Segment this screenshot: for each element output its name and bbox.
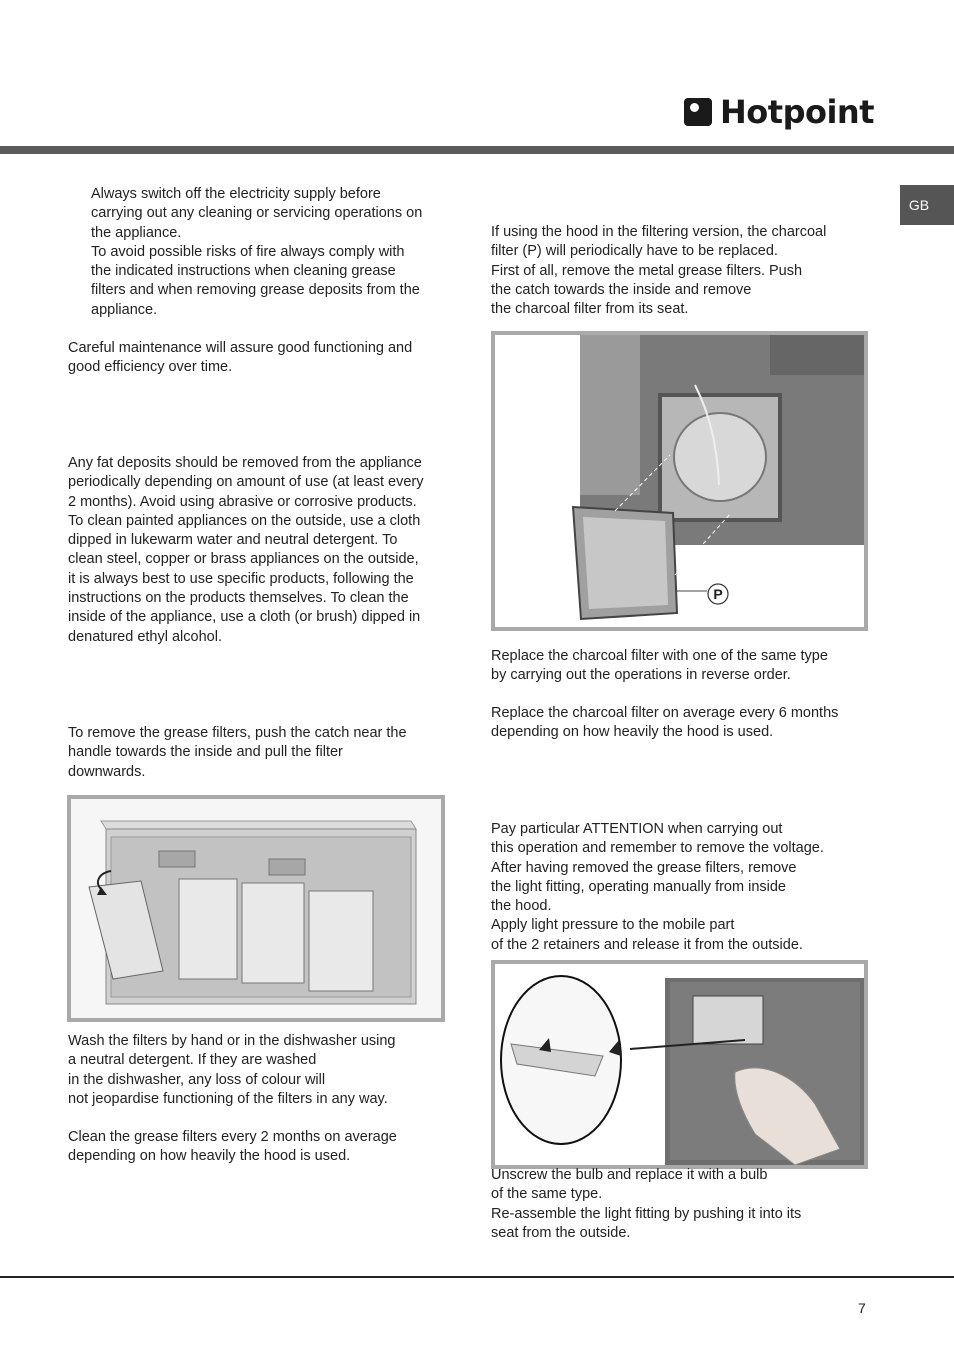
charcoal-filter-figure [491, 331, 868, 631]
grease-filter-removal-text: To remove the grease filters, push the catch near the handle towards the inside and pull the filter downwards. [68, 725, 407, 780]
cleaning-text: Any fat deposits should be removed from the appliance periodically depending on amount of use (at least every 2 months). Avoid using abrasive or corrosive products. To clean painted appliances on the outside, use a cloth dipped in lukewarm water and neutral detergent. To clean steel, copper or brass appliances on the outside, it is always best to use specific products, following the instructions on the products themselves. To clean the inside of the appliance, use a cloth (or brush) dipped in denatured ethyl alcohol. [68, 455, 424, 645]
safety-warning: Always switch off the electricity supply before carrying out any cleaning or servicing operations on the appliance. To avoid possible risks of fire always comply with the indicated instructions when cleaning grease filters and when removing grease deposits from the appliance. [91, 186, 423, 318]
charcoal-filter-label: P [713, 586, 723, 602]
charcoal-frequency-text: Replace the charcoal filter on average every 6 months depending on how heavily the hood is used. [491, 705, 839, 741]
language-tab-label: GB [908, 197, 930, 213]
hood-grease-filters-illustration [71, 799, 441, 1018]
grease-filter-figure [67, 795, 445, 1022]
charcoal-replace-text: Replace the charcoal filter with one of the same type by carrying out the operations in reverse order. [491, 648, 828, 684]
maintenance-text: Careful maintenance will assure good functioning and good efficiency over time. [68, 340, 413, 376]
language-tab [900, 185, 954, 225]
footer-divider [0, 1276, 954, 1278]
light-fitting-figure [491, 960, 868, 1169]
wash-filters-text: Wash the filters by hand or in the dishwasher using a neutral detergent. If they are washed in the dishwasher, any loss of colour will not jeopardise functioning of the filters in any way. [68, 1033, 396, 1107]
light-attention-text: Pay particular ATTENTION when carrying out this operation and remember to remove the voltage. After having removed the grease filters, remove the light fitting, operating manually from inside the hood. Apply light pressure to the mobile part of the 2 retainers and release it from the outside. [491, 821, 824, 953]
bulb-replace-text: Unscrew the bulb and replace it with a bulb of the same type. Re-assemble the light fitting by pushing it into its seat from the outside. [491, 1167, 802, 1241]
light-fitting-illustration [495, 964, 864, 1165]
brand-logo-icon [684, 98, 712, 126]
page-number: 7 [858, 1300, 866, 1316]
charcoal-filter-illustration [495, 335, 864, 627]
header-divider [0, 146, 954, 154]
clean-frequency-text: Clean the grease filters every 2 months on average depending on how heavily the hood is used. [68, 1129, 397, 1165]
brand-logo [684, 92, 874, 132]
charcoal-filter-intro: If using the hood in the filtering version, the charcoal filter (P) will periodically have to be replaced. First of all, remove the metal grease filters. Push the catch towards the inside and remove the charcoal filter from its seat. [491, 224, 827, 318]
brand-name: Hotpoint [720, 93, 874, 131]
